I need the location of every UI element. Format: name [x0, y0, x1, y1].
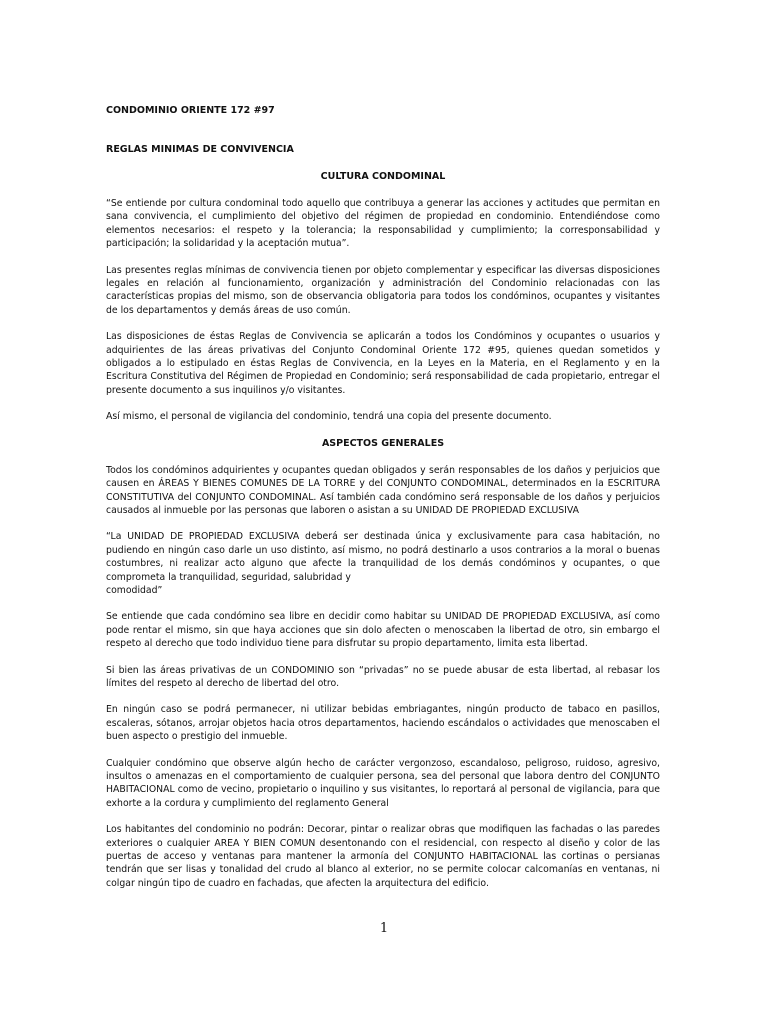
paragraph: “La UNIDAD DE PROPIEDAD EXCLUSIVA deberá ser destinada única y exclusivamente para casa habitación, no pudiendo en ningún caso darle un uso distinto, así mismo, no podrá destinarlo a usos contrarios a la moral o buenas costumbres, ni realizar acto alguno que afecte la tranquilidad de los demás condóminos y ocupantes, o que comprometa la tranquilidad, seguridad, salubridad y comodidad” [106, 531, 660, 596]
document-page [106, 104, 660, 903]
paragraph: Se entiende que cada condómino sea libre en decidir como habitar su UNIDAD DE PROPIEDAD EXCLUSIVA, así como pode rentar el mismo, sin que haya acciones que sin dolo afecten o menoscaben la libertad de otro, sin embargo el respeto al derecho que todo individuo tiene para disfrutar su propio departamento, limita esta libertad. [106, 611, 660, 650]
document-subtitle: REGLAS MINIMAS DE CONVIVENCIA [106, 144, 294, 155]
section-heading-cultura: CULTURA CONDOMINAL [320, 171, 446, 182]
paragraph: Los habitantes del condominio no podrán: Decorar, pintar o realizar obras que modifiquen las fachadas o las paredes exteriores o cualquier AREA Y BIEN COMUN desentonando con el residencial, con respecto al diseño y color de las puertas de acceso y ventanas para mantener la armonía del CONJUNTO HABITACIONAL las cortinas o persianas tendrán que ser lisas y tonalidad del crudo al blanco al exterior, no se permite colocar calcomanías en ventanas, ni colgar ningún tipo de cuadro en fachadas, que afecten la arquitectura del edificio. [106, 824, 660, 889]
paragraph: Cualquier condómino que observe algún hecho de carácter vergonzoso, escandaloso, peligroso, ruidoso, agresivo, insultos o amenazas en el comportamiento de cualquier persona, sea del personal que labora dentro del CONJUNTO HABITACIONAL como de vecino, propietario o inquilino y sus visitantes, lo reportará al personal de vigilancia, para que exhorte a la cordura y cumplimiento del reglamento General [106, 757, 660, 809]
paragraph: Así mismo, el personal de vigilancia del condominio, tendrá una copia del presente documento. [106, 411, 552, 423]
paragraph: “Se entiende por cultura condominal todo aquello que contribuya a generar las acciones y actitudes que permitan en sana convivencia, el cumplimiento del objetivo del régimen de propiedad en condominio. Entendiéndose como elementos necesarios: el respeto y la tolerancia; la responsabilidad y cumplimiento; la corresponsabilidad y participación; la solidaridad y la aceptación mutua”. [106, 198, 660, 250]
paragraph: En ningún caso se podrá permanecer, ni utilizar bebidas embriagantes, ningún producto de tabaco en pasillos, escaleras, sótanos, arrojar objetos hacia otros departamentos, haciendo escándalos o actividades que menoscaben el buen aspecto o prestigio del inmueble. [106, 704, 660, 743]
paragraph: Las disposiciones de éstas Reglas de Convivencia se aplicarán a todos los Condóminos y ocupantes o usuarios y adquirientes de las áreas privativas del Conjunto Condominal Oriente 172 #95, quienes quedan sometidos y obligados a lo estipulado en éstas Reglas de Convivencia, en la Leyes en la Materia, en el Reglamento y en la Escritura Constitutiva del Régimen de Propiedad en Condominio; será responsabilidad de cada propietario, entregar el presente documento a sus inquilinos y/o visitantes. [106, 331, 660, 396]
paragraph: Si bien las áreas privativas de un CONDOMINIO son “privadas” no se puede abusar de esta libertad, al rebasar los límites del respeto al derecho de libertad del otro. [106, 664, 660, 689]
paragraph: Todos los condóminos adquirientes y ocupantes quedan obligados y serán responsables de los daños y perjuicios que causen en ÁREAS Y BIENES COMUNES DE LA TORRE y del CONJUNTO CONDOMINAL, determinados en la ESCRITURA CONSTITUTIVA del CONJUNTO CONDOMINAL. Así también cada condómino será responsable de los daños y perjuicios causados al inmueble por las personas que laboren o asistan a su UNIDAD DE PROPIEDAD EXCLUSIVA [106, 464, 660, 516]
page-number: 1 [379, 921, 389, 936]
paragraph: Las presentes reglas mínimas de convivencia tienen por objeto complementar y especificar las diversas disposiciones legales en relación al funcionamiento, organización y administración del Condominio relacionadas con las características propias del mismo, son de observancia obligatoria para todos los condóminos, ocupantes y visitantes de los departamentos y demás áreas de uso común. [106, 264, 660, 316]
section-heading-aspectos: ASPECTOS GENERALES [321, 437, 445, 449]
document-title: CONDOMINIO ORIENTE 172 #97 [106, 105, 275, 116]
